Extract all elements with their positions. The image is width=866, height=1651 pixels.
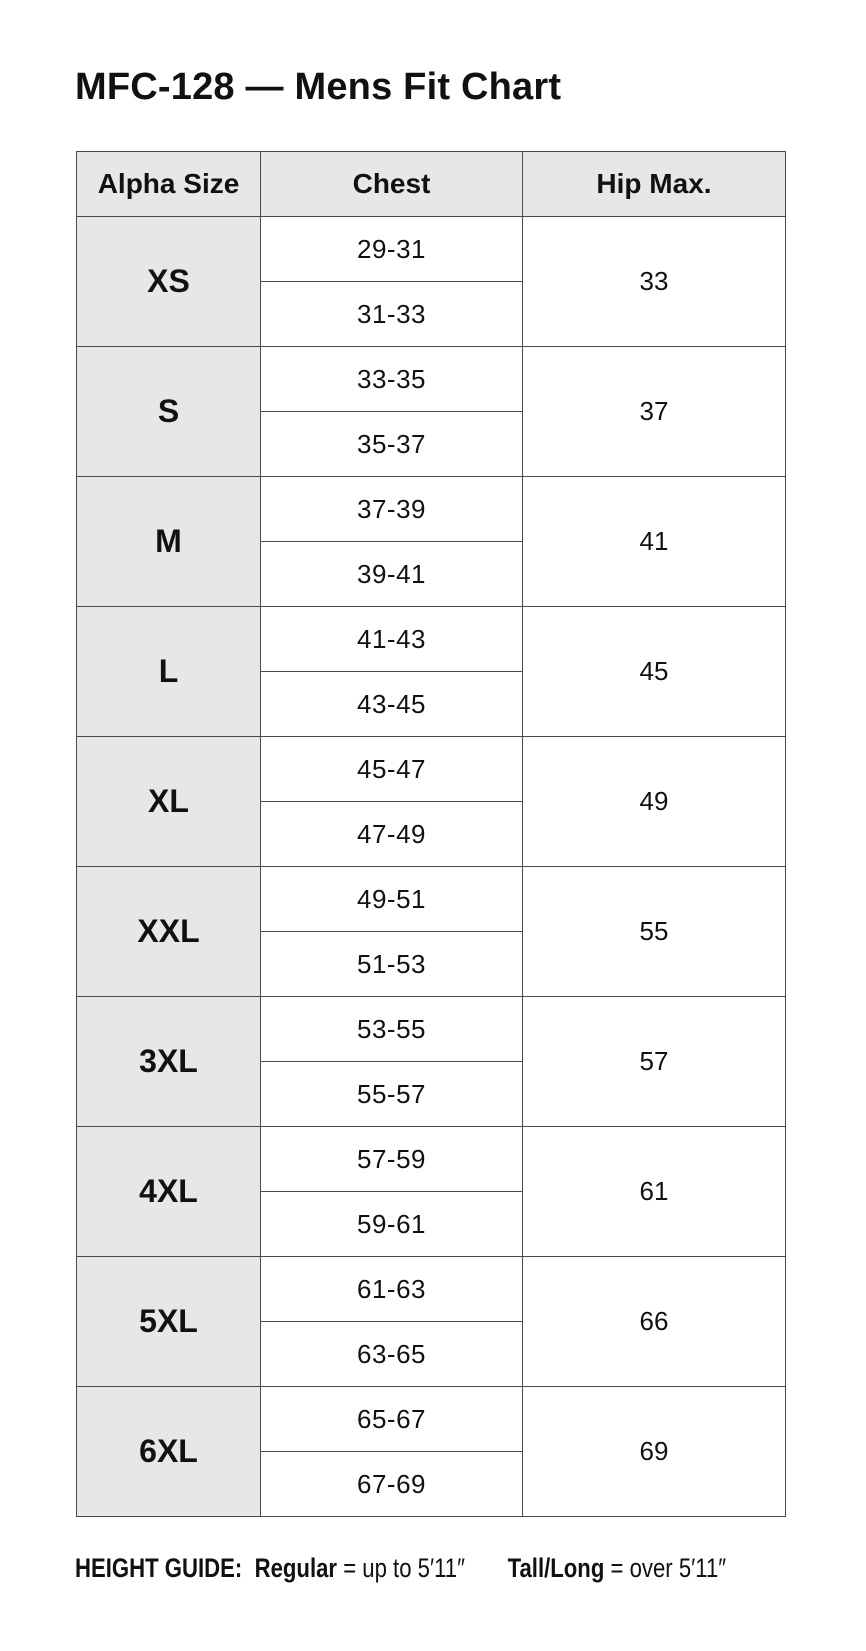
hip-max-cell: 57 [523, 997, 786, 1127]
table-row [77, 477, 786, 542]
height-guide [75, 1553, 726, 1584]
alpha-size-cell: M [77, 477, 261, 607]
chest-range-cell: 67-69 [261, 1452, 523, 1517]
chest-range-cell: 57-59 [261, 1127, 523, 1192]
chest-range-cell: 43-45 [261, 672, 523, 737]
height-guide-label: HEIGHT GUIDE: [75, 1553, 243, 1583]
chest-range-cell: 41-43 [261, 607, 523, 672]
page-title: MFC-128 — Mens Fit Chart [75, 66, 562, 108]
hip-max-cell: 49 [523, 737, 786, 867]
chest-range-cell: 29-31 [261, 217, 523, 282]
regular-value: = up to 5′11″ [343, 1553, 465, 1583]
table-row [77, 347, 786, 412]
alpha-size-cell: 5XL [77, 1257, 261, 1387]
chest-range-cell: 49-51 [261, 867, 523, 932]
table-row [77, 1387, 786, 1452]
table-row [77, 217, 786, 282]
size-table [76, 151, 786, 1517]
alpha-size-cell: XS [77, 217, 261, 347]
hip-max-cell: 37 [523, 347, 786, 477]
alpha-size-cell: 6XL [77, 1387, 261, 1517]
tall-value: = over 5′11″ [610, 1553, 727, 1583]
table-row [77, 737, 786, 802]
alpha-size-cell: L [77, 607, 261, 737]
hip-max-cell: 45 [523, 607, 786, 737]
table-row [77, 997, 786, 1062]
chest-range-cell: 47-49 [261, 802, 523, 867]
chest-range-cell: 51-53 [261, 932, 523, 997]
table-row [77, 607, 786, 672]
alpha-size-cell: 3XL [77, 997, 261, 1127]
chest-range-cell: 37-39 [261, 477, 523, 542]
table-body [77, 217, 786, 1517]
header-hip-max: Hip Max. [523, 152, 786, 217]
alpha-size-cell: 4XL [77, 1127, 261, 1257]
table-row [77, 867, 786, 932]
chest-range-cell: 35-37 [261, 412, 523, 477]
chest-range-cell: 55-57 [261, 1062, 523, 1127]
chest-range-cell: 59-61 [261, 1192, 523, 1257]
hip-max-cell: 41 [523, 477, 786, 607]
chest-range-cell: 39-41 [261, 542, 523, 607]
alpha-size-cell: S [77, 347, 261, 477]
tall-label: Tall/Long [507, 1553, 605, 1583]
hip-max-cell: 55 [523, 867, 786, 997]
chest-range-cell: 65-67 [261, 1387, 523, 1452]
table-row [77, 1257, 786, 1322]
chest-range-cell: 63-65 [261, 1322, 523, 1387]
table-header-row [77, 152, 786, 217]
header-alpha-size: Alpha Size [77, 152, 261, 217]
hip-max-cell: 69 [523, 1387, 786, 1517]
header-chest: Chest [261, 152, 523, 217]
regular-label: Regular [254, 1553, 338, 1583]
chest-range-cell: 61-63 [261, 1257, 523, 1322]
chest-range-cell: 33-35 [261, 347, 523, 412]
alpha-size-cell: XXL [77, 867, 261, 997]
hip-max-cell: 33 [523, 217, 786, 347]
table-row [77, 1127, 786, 1192]
chest-range-cell: 53-55 [261, 997, 523, 1062]
chest-range-cell: 31-33 [261, 282, 523, 347]
chest-range-cell: 45-47 [261, 737, 523, 802]
hip-max-cell: 61 [523, 1127, 786, 1257]
alpha-size-cell: XL [77, 737, 261, 867]
hip-max-cell: 66 [523, 1257, 786, 1387]
